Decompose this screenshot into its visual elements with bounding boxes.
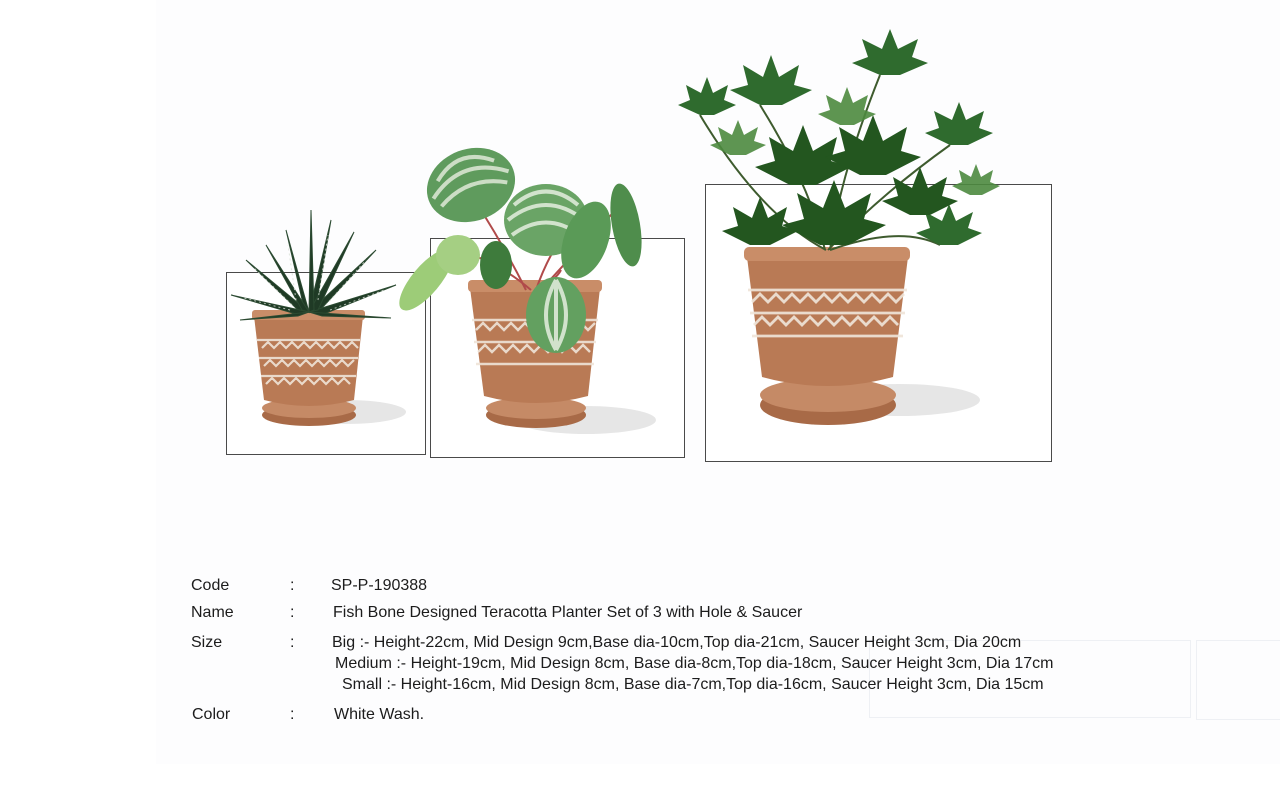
color-label: Color (192, 706, 231, 723)
color-value: White Wash. (334, 706, 425, 723)
size-separator: : (290, 634, 295, 651)
ghost-frame-left (869, 640, 1191, 718)
size-label: Size (191, 634, 223, 651)
maple-planter-icon (640, 45, 1010, 440)
size-line-small: Small :- Height-16cm, Mid Design 8cm, Base dia-7cm,Top dia-16cm, Saucer Height 3cm, Dia 15cm (342, 676, 1044, 693)
code-separator: : (290, 577, 295, 594)
name-label: Name (191, 604, 234, 621)
code-label: Code (191, 577, 230, 594)
size-line-medium: Medium :- Height-19cm, Mid Design 8cm, Base dia-8cm,Top dia-18cm, Saucer Height 3cm, Dia 17cm (335, 655, 1054, 672)
size-line-big: Big :- Height-22cm, Mid Design 9cm,Base dia-10cm,Top dia-21cm, Saucer Height 3cm, Dia 20cm (332, 634, 1022, 651)
name-value: Fish Bone Designed Teracotta Planter Set of 3 with Hole & Saucer (333, 604, 803, 621)
ghost-frame-right (1196, 640, 1280, 720)
name-separator: : (290, 604, 295, 621)
color-separator: : (290, 706, 295, 723)
code-value: SP-P-190388 (331, 577, 428, 594)
peperomia-planter-icon (386, 140, 656, 440)
